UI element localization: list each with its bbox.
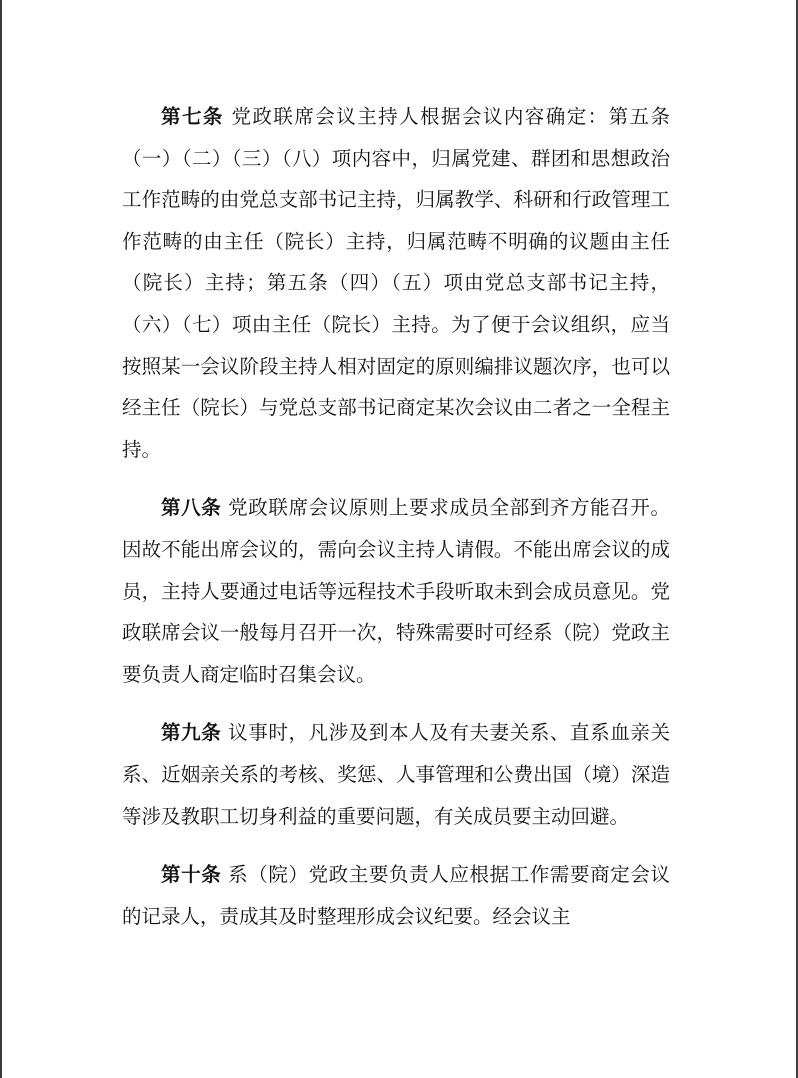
article-10 <box>122 854 670 937</box>
page-left-edge <box>0 0 2 1078</box>
article-heading: 第七条 <box>161 105 224 128</box>
article-heading: 第八条 <box>161 496 222 520</box>
article-7 <box>122 96 670 470</box>
article-8 <box>122 487 670 695</box>
article-heading: 第十条 <box>161 863 222 887</box>
article-text: 党政联席会议原则上要求成员全部到齐方能召开。因故不能出席会议的，需向会议主持人请假。不能出席会议的成员，主持人要通过电话等远程技术手段听取未到会成员意见。党政联席会议一般每月召开一次，特殊需要时可经系（院）党政主要负责人商定临时召集会议。 <box>122 496 670 686</box>
article-text: 党政联席会议主持人根据会议内容确定：第五条（一）（二）（三）（八）项内容中，归属党建、群团和思想政治工作范畴的由党总支部书记主持，归属教学、科研和行政管理工作范畴的由主任（院长）主持，归属范畴不明确的议题由主任（院长）主持；第五条（四）（五）项由党总支部书记主持，（六）（七）项由主任（院长）主持。为了便于会议组织，应当按照某一会议阶段主持人相对固定的原则编排议题次序，也可以经主任（院长）与党总支部书记商定某次会议由二者之一全程主持。 <box>122 105 670 461</box>
article-9 <box>122 712 670 837</box>
article-text: 议事时，凡涉及到本人及有夫妻关系、直系血亲关系、近姻亲关系的考核、奖惩、人事管理和公费出国（境）深造等涉及教职工切身利益的重要问题，有关成员要主动回避。 <box>122 721 670 828</box>
document-body <box>122 96 670 937</box>
article-heading: 第九条 <box>161 721 222 745</box>
article-text: 系（院）党政主要负责人应根据工作需要商定会议的记录人，责成其及时整理形成会议纪要。经会议主 <box>122 863 670 928</box>
